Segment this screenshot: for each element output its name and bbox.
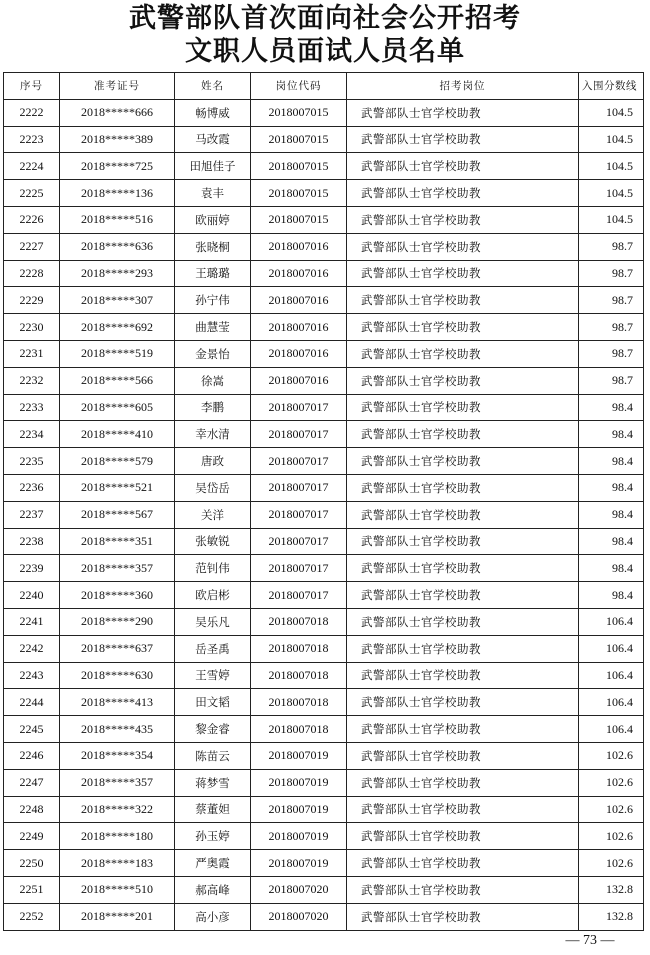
cell-post: 武警部队士官学校助教	[347, 99, 579, 126]
cell-post: 武警部队士官学校助教	[347, 448, 579, 475]
cell-post: 武警部队士官学校助教	[347, 126, 579, 153]
cell-cutoff-score: 106.4	[579, 716, 644, 743]
header-name: 姓名	[175, 73, 251, 100]
cell-ticket-number: 2018*****183	[60, 850, 175, 877]
cell-post: 武警部队士官学校助教	[347, 876, 579, 903]
cell-post-code: 2018007018	[251, 716, 347, 743]
cell-serial: 2231	[4, 340, 60, 367]
cell-post-code: 2018007019	[251, 742, 347, 769]
cell-ticket-number: 2018*****357	[60, 769, 175, 796]
cell-serial: 2224	[4, 153, 60, 180]
cell-post-code: 2018007016	[251, 233, 347, 260]
cell-ticket-number: 2018*****360	[60, 582, 175, 609]
cell-post-code: 2018007017	[251, 555, 347, 582]
cell-name: 王雪婷	[175, 662, 251, 689]
cell-serial: 2235	[4, 448, 60, 475]
cell-name: 唐政	[175, 448, 251, 475]
cell-cutoff-score: 98.7	[579, 260, 644, 287]
table-row	[4, 233, 644, 260]
document-title-line-1: 武警部队首次面向社会公开招考	[129, 3, 521, 34]
cell-name: 王璐璐	[175, 260, 251, 287]
table-row	[4, 903, 644, 930]
table-header-row	[4, 73, 644, 100]
table-row	[4, 421, 644, 448]
table-row	[4, 99, 644, 126]
cell-name: 范钊伟	[175, 555, 251, 582]
cell-serial: 2233	[4, 394, 60, 421]
cell-post: 武警部队士官学校助教	[347, 367, 579, 394]
cell-ticket-number: 2018*****637	[60, 635, 175, 662]
cell-post-code: 2018007019	[251, 850, 347, 877]
cell-cutoff-score: 98.4	[579, 582, 644, 609]
table-row	[4, 474, 644, 501]
cell-cutoff-score: 102.6	[579, 823, 644, 850]
cell-ticket-number: 2018*****519	[60, 340, 175, 367]
cell-post-code: 2018007016	[251, 367, 347, 394]
header-post-code: 岗位代码	[251, 73, 347, 100]
cell-post: 武警部队士官学校助教	[347, 528, 579, 555]
table-row	[4, 153, 644, 180]
cell-cutoff-score: 98.7	[579, 314, 644, 341]
cell-name: 袁丰	[175, 180, 251, 207]
cell-post: 武警部队士官学校助教	[347, 689, 579, 716]
table-row	[4, 340, 644, 367]
cell-cutoff-score: 132.8	[579, 903, 644, 930]
cell-cutoff-score: 98.7	[579, 367, 644, 394]
cell-ticket-number: 2018*****692	[60, 314, 175, 341]
cell-serial: 2228	[4, 260, 60, 287]
cell-cutoff-score: 104.5	[579, 206, 644, 233]
cell-name: 孙宁伟	[175, 287, 251, 314]
cell-post: 武警部队士官学校助教	[347, 340, 579, 367]
cell-serial: 2244	[4, 689, 60, 716]
cell-post-code: 2018007016	[251, 314, 347, 341]
cell-post-code: 2018007017	[251, 501, 347, 528]
cell-post-code: 2018007019	[251, 769, 347, 796]
cell-post: 武警部队士官学校助教	[347, 742, 579, 769]
cell-post: 武警部队士官学校助教	[347, 582, 579, 609]
cell-post-code: 2018007018	[251, 635, 347, 662]
cell-cutoff-score: 98.7	[579, 287, 644, 314]
header-ticket-number: 准考证号	[60, 73, 175, 100]
table-row	[4, 876, 644, 903]
table-row	[4, 608, 644, 635]
cell-ticket-number: 2018*****630	[60, 662, 175, 689]
cell-serial: 2223	[4, 126, 60, 153]
cell-cutoff-score: 106.4	[579, 635, 644, 662]
table-row	[4, 394, 644, 421]
cell-post: 武警部队士官学校助教	[347, 314, 579, 341]
cell-name: 蒋梦雪	[175, 769, 251, 796]
cell-post: 武警部队士官学校助教	[347, 233, 579, 260]
cell-serial: 2226	[4, 206, 60, 233]
cell-ticket-number: 2018*****357	[60, 555, 175, 582]
table-body	[4, 99, 644, 930]
cell-post: 武警部队士官学校助教	[347, 474, 579, 501]
cell-cutoff-score: 98.7	[579, 340, 644, 367]
cell-cutoff-score: 98.4	[579, 474, 644, 501]
cell-name: 吴乐凡	[175, 608, 251, 635]
cell-serial: 2246	[4, 742, 60, 769]
cell-post: 武警部队士官学校助教	[347, 555, 579, 582]
cell-serial: 2241	[4, 608, 60, 635]
table-row	[4, 823, 644, 850]
cell-serial: 2237	[4, 501, 60, 528]
cell-name: 陈苗云	[175, 742, 251, 769]
cell-post-code: 2018007019	[251, 796, 347, 823]
cell-ticket-number: 2018*****510	[60, 876, 175, 903]
cell-ticket-number: 2018*****201	[60, 903, 175, 930]
cell-post-code: 2018007016	[251, 287, 347, 314]
cell-post-code: 2018007018	[251, 662, 347, 689]
cell-cutoff-score: 102.6	[579, 796, 644, 823]
cell-post-code: 2018007015	[251, 180, 347, 207]
table-row	[4, 367, 644, 394]
cell-ticket-number: 2018*****180	[60, 823, 175, 850]
cell-cutoff-score: 98.4	[579, 528, 644, 555]
table-row	[4, 742, 644, 769]
table-row	[4, 662, 644, 689]
cell-name: 欧启彬	[175, 582, 251, 609]
cell-serial: 2236	[4, 474, 60, 501]
cell-cutoff-score: 106.4	[579, 662, 644, 689]
cell-ticket-number: 2018*****389	[60, 126, 175, 153]
cell-ticket-number: 2018*****410	[60, 421, 175, 448]
cell-serial: 2225	[4, 180, 60, 207]
cell-name: 关洋	[175, 501, 251, 528]
cell-post-code: 2018007018	[251, 608, 347, 635]
cell-cutoff-score: 98.4	[579, 501, 644, 528]
cell-ticket-number: 2018*****136	[60, 180, 175, 207]
cell-name: 张晓桐	[175, 233, 251, 260]
cell-ticket-number: 2018*****521	[60, 474, 175, 501]
cell-name: 吴岱岳	[175, 474, 251, 501]
cell-post: 武警部队士官学校助教	[347, 180, 579, 207]
cell-post-code: 2018007015	[251, 206, 347, 233]
cell-serial: 2243	[4, 662, 60, 689]
table-row	[4, 796, 644, 823]
header-cutoff-score: 入围分数线	[579, 73, 644, 100]
cell-post-code: 2018007017	[251, 448, 347, 475]
cell-name: 田旭佳子	[175, 153, 251, 180]
table-row	[4, 260, 644, 287]
cell-post: 武警部队士官学校助教	[347, 260, 579, 287]
cell-ticket-number: 2018*****516	[60, 206, 175, 233]
cell-name: 孙玉婷	[175, 823, 251, 850]
cell-post-code: 2018007015	[251, 99, 347, 126]
cell-post: 武警部队士官学校助教	[347, 287, 579, 314]
cell-post: 武警部队士官学校助教	[347, 850, 579, 877]
cell-name: 马改霞	[175, 126, 251, 153]
page-number: — 73 —	[565, 933, 615, 948]
cell-ticket-number: 2018*****322	[60, 796, 175, 823]
cell-ticket-number: 2018*****354	[60, 742, 175, 769]
cell-cutoff-score: 132.8	[579, 876, 644, 903]
cell-post: 武警部队士官学校助教	[347, 608, 579, 635]
table-row	[4, 769, 644, 796]
cell-cutoff-score: 98.4	[579, 394, 644, 421]
cell-name: 畅博威	[175, 99, 251, 126]
table-row	[4, 287, 644, 314]
cell-serial: 2238	[4, 528, 60, 555]
cell-serial: 2252	[4, 903, 60, 930]
cell-post: 武警部队士官学校助教	[347, 501, 579, 528]
header-post: 招考岗位	[347, 73, 579, 100]
cell-serial: 2248	[4, 796, 60, 823]
cell-name: 高小彦	[175, 903, 251, 930]
cell-name: 田文韬	[175, 689, 251, 716]
cell-serial: 2251	[4, 876, 60, 903]
table-row	[4, 206, 644, 233]
cell-post: 武警部队士官学校助教	[347, 716, 579, 743]
cell-post: 武警部队士官学校助教	[347, 769, 579, 796]
table-row	[4, 716, 644, 743]
cell-post-code: 2018007017	[251, 421, 347, 448]
cell-name: 曲慧莹	[175, 314, 251, 341]
cell-serial: 2239	[4, 555, 60, 582]
cell-post: 武警部队士官学校助教	[347, 635, 579, 662]
cell-cutoff-score: 104.5	[579, 180, 644, 207]
cell-serial: 2247	[4, 769, 60, 796]
cell-ticket-number: 2018*****725	[60, 153, 175, 180]
cell-post: 武警部队士官学校助教	[347, 394, 579, 421]
cell-cutoff-score: 102.6	[579, 850, 644, 877]
cell-name: 郝高峰	[175, 876, 251, 903]
cell-ticket-number: 2018*****636	[60, 233, 175, 260]
table-row	[4, 582, 644, 609]
cell-post: 武警部队士官学校助教	[347, 421, 579, 448]
cell-cutoff-score: 102.6	[579, 769, 644, 796]
cell-post: 武警部队士官学校助教	[347, 796, 579, 823]
cell-ticket-number: 2018*****666	[60, 99, 175, 126]
table-row	[4, 689, 644, 716]
cell-post-code: 2018007019	[251, 823, 347, 850]
header-serial: 序号	[4, 73, 60, 100]
cell-name: 金景怡	[175, 340, 251, 367]
cell-serial: 2240	[4, 582, 60, 609]
cell-post-code: 2018007018	[251, 689, 347, 716]
cell-post-code: 2018007017	[251, 582, 347, 609]
cell-serial: 2250	[4, 850, 60, 877]
cell-post-code: 2018007017	[251, 528, 347, 555]
cell-post-code: 2018007020	[251, 876, 347, 903]
cell-name: 黎金睿	[175, 716, 251, 743]
cell-post-code: 2018007020	[251, 903, 347, 930]
cell-ticket-number: 2018*****435	[60, 716, 175, 743]
cell-post: 武警部队士官学校助教	[347, 823, 579, 850]
cell-ticket-number: 2018*****413	[60, 689, 175, 716]
table-row	[4, 850, 644, 877]
cell-name: 幸水清	[175, 421, 251, 448]
cell-post-code: 2018007017	[251, 474, 347, 501]
cell-post: 武警部队士官学校助教	[347, 903, 579, 930]
cell-post-code: 2018007016	[251, 260, 347, 287]
cell-ticket-number: 2018*****605	[60, 394, 175, 421]
table-row	[4, 528, 644, 555]
table-row	[4, 180, 644, 207]
cell-cutoff-score: 98.7	[579, 233, 644, 260]
cell-ticket-number: 2018*****567	[60, 501, 175, 528]
table-row	[4, 501, 644, 528]
cell-name: 严奥霞	[175, 850, 251, 877]
cell-cutoff-score: 98.4	[579, 555, 644, 582]
candidate-table	[3, 72, 644, 931]
cell-cutoff-score: 104.5	[579, 153, 644, 180]
cell-ticket-number: 2018*****307	[60, 287, 175, 314]
cell-post: 武警部队士官学校助教	[347, 206, 579, 233]
table-row	[4, 314, 644, 341]
cell-name: 张敏锐	[175, 528, 251, 555]
cell-ticket-number: 2018*****290	[60, 608, 175, 635]
cell-cutoff-score: 98.4	[579, 448, 644, 475]
cell-cutoff-score: 106.4	[579, 689, 644, 716]
cell-serial: 2229	[4, 287, 60, 314]
cell-ticket-number: 2018*****579	[60, 448, 175, 475]
cell-ticket-number: 2018*****351	[60, 528, 175, 555]
cell-serial: 2245	[4, 716, 60, 743]
cell-ticket-number: 2018*****566	[60, 367, 175, 394]
table-row	[4, 555, 644, 582]
cell-serial: 2232	[4, 367, 60, 394]
table-row	[4, 448, 644, 475]
cell-post-code: 2018007015	[251, 126, 347, 153]
cell-name: 蔡董妲	[175, 796, 251, 823]
cell-post: 武警部队士官学校助教	[347, 153, 579, 180]
cell-cutoff-score: 102.6	[579, 742, 644, 769]
cell-cutoff-score: 106.4	[579, 608, 644, 635]
cell-serial: 2249	[4, 823, 60, 850]
document-title-line-2: 文职人员面试人员名单	[185, 36, 465, 67]
cell-name: 徐嵩	[175, 367, 251, 394]
table-row	[4, 635, 644, 662]
cell-cutoff-score: 98.4	[579, 421, 644, 448]
cell-cutoff-score: 104.5	[579, 99, 644, 126]
cell-name: 岳圣禹	[175, 635, 251, 662]
cell-serial: 2227	[4, 233, 60, 260]
cell-name: 欧丽婷	[175, 206, 251, 233]
cell-cutoff-score: 104.5	[579, 126, 644, 153]
cell-post-code: 2018007017	[251, 394, 347, 421]
cell-name: 李鹏	[175, 394, 251, 421]
table-row	[4, 126, 644, 153]
cell-serial: 2234	[4, 421, 60, 448]
cell-post-code: 2018007015	[251, 153, 347, 180]
cell-post: 武警部队士官学校助教	[347, 662, 579, 689]
cell-serial: 2242	[4, 635, 60, 662]
cell-serial: 2230	[4, 314, 60, 341]
cell-ticket-number: 2018*****293	[60, 260, 175, 287]
cell-post-code: 2018007016	[251, 340, 347, 367]
cell-serial: 2222	[4, 99, 60, 126]
